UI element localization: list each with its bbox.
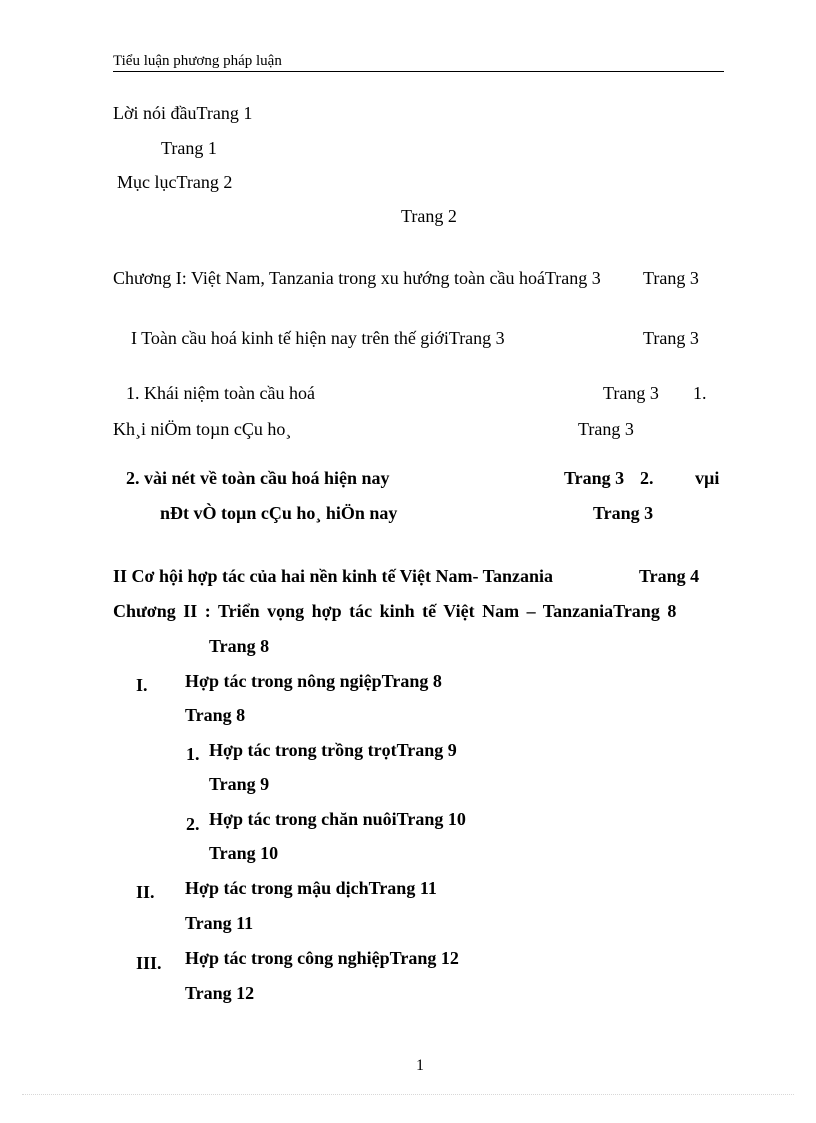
toc-number: 1. <box>693 383 707 403</box>
toc-entry: Hợp tác trong công nghiệpTrang 12 <box>185 948 459 968</box>
toc-page-ref: Trang 3 <box>578 419 634 439</box>
toc-page-ref: Trang 9 <box>209 774 270 794</box>
toc-number: 2. <box>640 468 654 488</box>
toc-page-ref: Trang 3 <box>643 328 699 348</box>
toc-page-ref: Trang 3 <box>643 268 699 288</box>
toc-number: 1. <box>186 744 200 764</box>
toc-page-ref: Trang 3 <box>564 468 625 488</box>
toc-entry-garbled: nÐt vÒ toµn cÇu ho¸ hiÖn nay <box>160 503 398 523</box>
toc-page-ref: Trang 10 <box>209 843 279 863</box>
toc-page-ref: Trang 4 <box>639 566 700 586</box>
page-break-line <box>22 1094 794 1095</box>
toc-number: I. <box>136 675 148 695</box>
toc-page-ref: Trang 1 <box>161 138 217 158</box>
toc-entry: Hợp tác trong chăn nuôiTrang 10 <box>209 809 466 829</box>
header-rule <box>113 71 724 72</box>
toc-page-ref: Trang 12 <box>185 983 255 1003</box>
toc-entry: Hợp tác trong nông ngiệpTrang 8 <box>185 671 442 691</box>
toc-number: III. <box>136 953 162 973</box>
toc-entry: 2. vài nét về toàn cầu hoá hiện nay <box>126 468 390 488</box>
toc-page-ref: Trang 8 <box>209 636 270 656</box>
toc-entry: Mục lụcTrang 2 <box>117 172 233 192</box>
toc-entry: I Toàn cầu hoá kinh tế hiện nay trên thế giớiTrang 3 <box>131 328 505 348</box>
toc-entry: Chương II : Triển vọng hợp tác kinh tế Việt Nam – TanzaniaTrang 8 <box>113 601 677 621</box>
toc-entry-garbled: vµi <box>695 468 720 488</box>
toc-entry: Lời nói đầuTrang 1 <box>113 103 253 123</box>
toc-entry-garbled: Kh¸i niÖm toµn cÇu ho¸ <box>113 419 292 439</box>
toc-page-ref: Trang 11 <box>185 913 254 933</box>
toc-number: 2. <box>186 814 200 834</box>
toc-page-ref: Trang 2 <box>401 206 457 226</box>
toc-page-ref: Trang 3 <box>603 383 659 403</box>
toc-page-ref: Trang 3 <box>593 503 654 523</box>
running-header: Tiểu luận phương pháp luận <box>113 53 282 69</box>
toc-entry: Chương I: Việt Nam, Tanzania trong xu hướng toàn cầu hoáTrang 3 <box>113 268 601 288</box>
page-number: 1 <box>416 1057 424 1074</box>
toc-entry: Hợp tác trong mậu dịchTrang 11 <box>185 878 437 898</box>
toc-entry: Hợp tác trong trồng trọtTrang 9 <box>209 740 457 760</box>
toc-number: II. <box>136 882 155 902</box>
toc-entry: 1. Khái niệm toàn cầu hoá <box>126 383 315 403</box>
toc-page-ref: Trang 8 <box>185 705 246 725</box>
toc-entry: II Cơ hội hợp tác của hai nền kinh tế Việt Nam- Tanzania <box>113 566 554 586</box>
